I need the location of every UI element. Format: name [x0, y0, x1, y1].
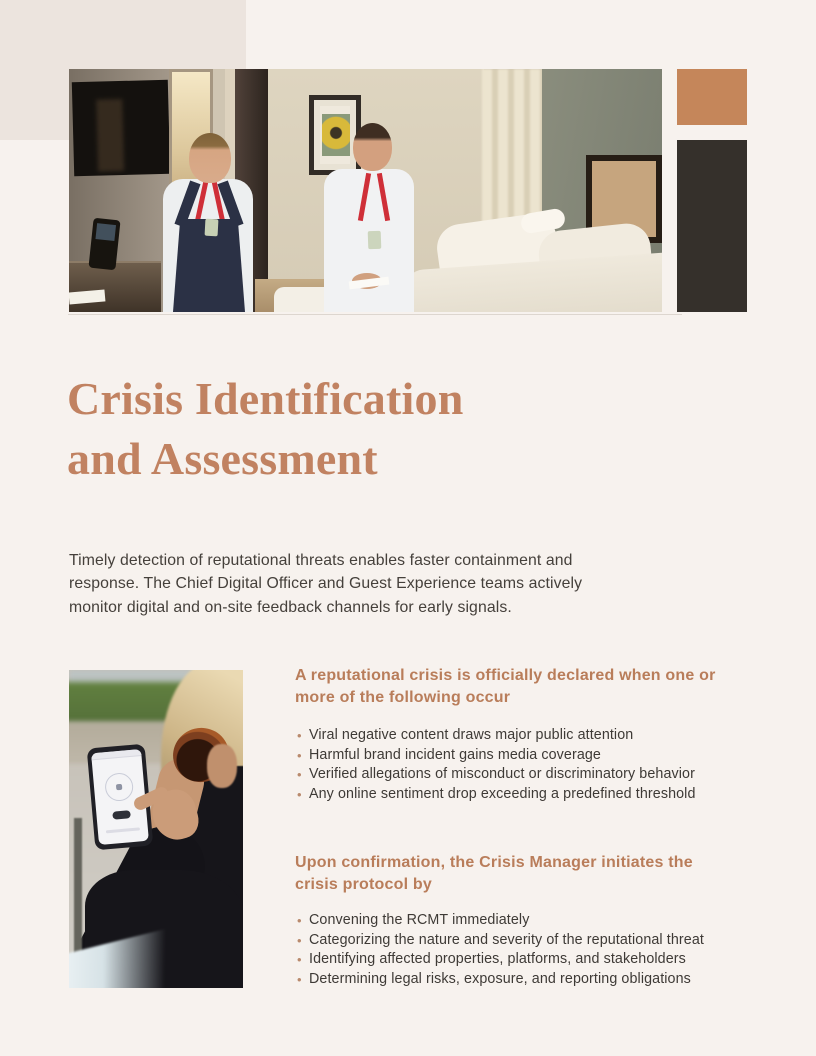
- staff-member-1-head: [189, 133, 231, 183]
- list-item: • Viral negative content draws major public attention: [295, 726, 747, 746]
- id-badge-shape: [205, 219, 219, 237]
- bullet-dot-icon: •: [297, 952, 302, 968]
- dock-screen-shape: [95, 223, 116, 241]
- sunflower-picture-frame: [309, 95, 361, 175]
- dark-accent-block: [677, 140, 747, 312]
- list-item: • Categorizing the nature and severity of the reputational threat: [295, 931, 747, 951]
- phone-user-photo: [69, 670, 243, 988]
- hotel-room-photo: [69, 69, 662, 312]
- section-heading: A reputational crisis is officially declared when one or more of the following occur: [295, 667, 716, 706]
- list-item: • Harmful brand incident gains media coverage: [295, 746, 747, 766]
- section-heading: Upon confirmation, the Crisis Manager initiates the crisis protocol by: [295, 854, 693, 893]
- phone-app-glyph-shape: [116, 784, 123, 791]
- section-crisis-protocol: [295, 852, 747, 989]
- bullet-dot-icon: •: [297, 932, 302, 948]
- bullet-dot-icon: •: [297, 747, 302, 763]
- intro-paragraph: Timely detection of reputational threats enables faster containment and response. The Chief Digital Officer and Guest Experience teams actively monitor digital and on-site feedback channels for early signals.: [69, 552, 583, 616]
- staff-member-2-head: [353, 123, 392, 171]
- page-title-line-2: and Assessment: [67, 433, 378, 484]
- list-item: • Identifying affected properties, platforms, and stakeholders: [295, 950, 747, 970]
- fingers-shape: [207, 744, 237, 788]
- desk-shape: [69, 261, 161, 312]
- phone-app-text-shape: [106, 827, 140, 833]
- list-item: • Verified allegations of misconduct or discriminatory behavior: [295, 765, 747, 785]
- bullet-dot-icon: •: [297, 767, 302, 783]
- phone-app-button-shape: [112, 810, 131, 820]
- bullet-dot-icon: •: [297, 786, 302, 802]
- phone-statusbar-shape: [91, 749, 141, 760]
- bullet-list: [295, 911, 747, 989]
- divider-line: [68, 314, 682, 315]
- tv-shape: [72, 80, 170, 176]
- bullet-dot-icon: •: [297, 971, 302, 987]
- page-title: [67, 369, 463, 489]
- list-item: • Determining legal risks, exposure, and reporting obligations: [295, 970, 747, 990]
- list-item: • Convening the RCMT immediately: [295, 911, 747, 931]
- phone-dock-shape: [88, 218, 120, 271]
- bullet-dot-icon: •: [297, 728, 302, 743]
- section-crisis-declaration: [295, 665, 747, 804]
- bullet-list: [295, 726, 747, 804]
- sunflower-art-shape: [322, 114, 350, 156]
- id-badge-shape: [368, 231, 382, 249]
- bullet-dot-icon: •: [297, 913, 302, 928]
- tv-reflection-shape: [96, 99, 124, 172]
- list-item: • Any online sentiment drop exceeding a predefined threshold: [295, 785, 747, 805]
- page-title-line-1: Crisis Identification: [67, 373, 464, 424]
- orange-accent-block: [677, 69, 747, 125]
